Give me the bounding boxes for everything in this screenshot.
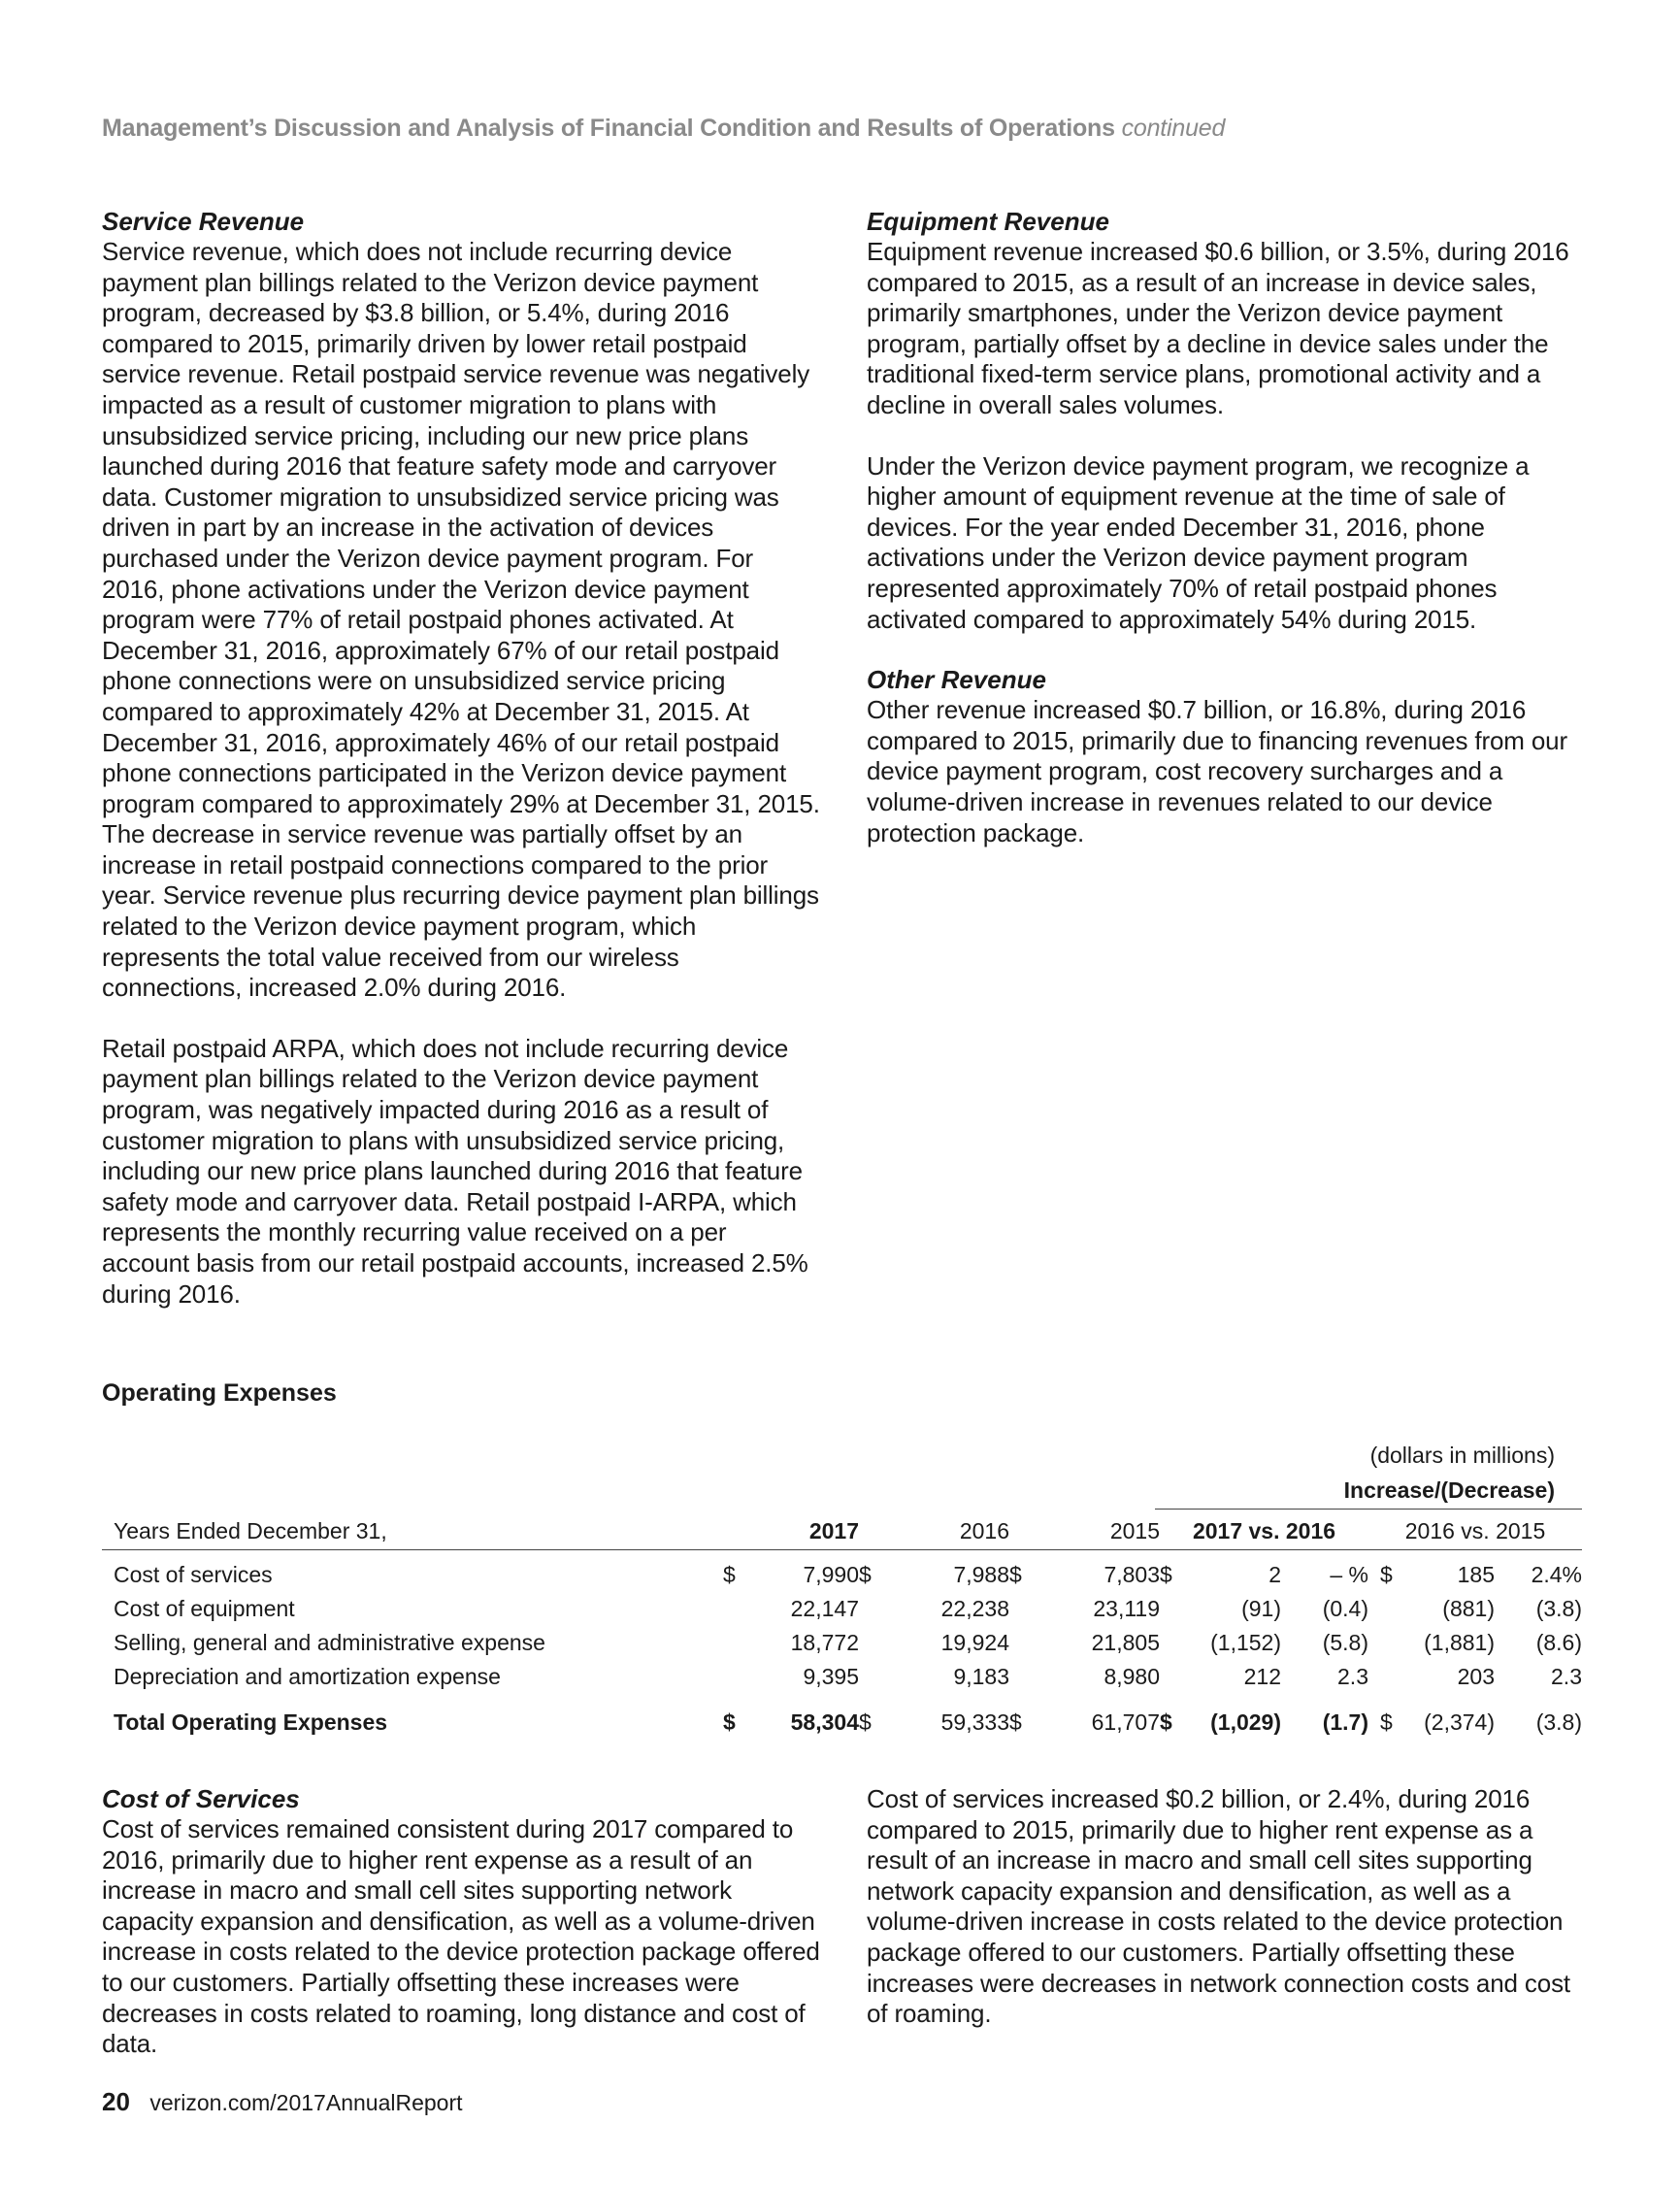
currency-symbol: $	[1160, 1709, 1172, 1735]
total-2016: 59,333	[940, 1709, 1009, 1735]
pct-2016-vs-2015: (3.8)	[1535, 1596, 1582, 1621]
currency-symbol: $	[1009, 1709, 1022, 1735]
total-label: Total Operating Expenses	[114, 1709, 388, 1735]
equipment-revenue-paragraph-1: Equipment revenue increased $0.6 billion, or 3.5%, during 2016 compared to 2015, as a result of an increase in device sales, primarily smartphones, under the Verizon device payment program, partially offset by a decline in device sales under the traditional fixed-term service plans, promotional activity and a decline in overall sales volumes.	[867, 237, 1569, 419]
currency-symbol: $	[859, 1562, 872, 1587]
column-header-2016-vs-2015: 2016 vs. 2015	[1368, 1512, 1582, 1550]
service-revenue-paragraph-1: Service revenue, which does not include recurring device payment plan billings related to the Verizon device payment program, decreased by $3.8 billion, or 5.4%, during 2016 compared to 2015, primarily driven by lower retail postpaid service revenue. Retail postpaid service revenue was negatively impacted as a result of customer migration to plans with unsubsidized service pricing, including our new price plans launched during 2016 that feature safety mode and carryover data. Customer migration to unsubsidized service pricing was driven in part by an increase in the activation of devices purchased under the Verizon device payment program. For 2016, phone activations under the Verizon device payment program were 77% of retail postpaid phones activated. At December 31, 2016, approximately 67% of our retail postpaid phone connections were on unsubsidized service pricing compared to approximately 42% at December 31, 2015. At December 31, 2016, approximately 46% of our retail postpaid phone connections participated in the Verizon device payment program compared to approximately 29% at December 31, 2015. The decrease in service revenue was partially offset by an increase in retail postpaid connections compared to the prior year. Service revenue plus recurring device payment plan billings related to the Verizon device payment program, which represents the total value received from our wireless connections, increased 2.0% during 2016.	[102, 237, 820, 1003]
currency-symbol: $	[859, 1709, 872, 1735]
value-2017: 7,990	[803, 1562, 859, 1587]
row-label: Depreciation and amortization expense	[114, 1664, 501, 1689]
value-2016: 7,988	[953, 1562, 1009, 1587]
value-2015: 8,980	[1104, 1664, 1160, 1689]
pct-2017-vs-2016: – %	[1330, 1562, 1368, 1587]
page-number: 20	[102, 2087, 130, 2116]
currency-symbol: $	[1380, 1709, 1393, 1735]
table-row	[102, 1626, 1582, 1660]
total-pct-2017-vs-2016: (1.7)	[1322, 1709, 1368, 1735]
currency-symbol: $	[1160, 1562, 1172, 1587]
cost-of-services-paragraph-2: Cost of services increased $0.2 billion, or 2.4%, during 2016 compared to 2015, primarily due to higher rent expense as a result of an increase in macro and small cell sites supporting network capacity expansion and densification, as well as a volume-driven increase in costs related to the device protection package offered to our customers. Partially offsetting these increases were decreases in network connection costs and cost of roaming.	[867, 1784, 1571, 2029]
header-continued: continued	[1121, 115, 1226, 142]
footer-url[interactable]: verizon.com/2017AnnualReport	[149, 2090, 463, 2115]
column-header-2016: 2016	[898, 1512, 1009, 1550]
pct-2017-vs-2016: (0.4)	[1322, 1596, 1368, 1621]
change-2017-vs-2016: 2	[1268, 1562, 1281, 1587]
equipment-revenue-title: Equipment Revenue	[867, 207, 1109, 236]
currency-symbol: $	[723, 1709, 736, 1735]
currency-symbol: $	[723, 1562, 736, 1587]
pct-2016-vs-2015: 2.4%	[1531, 1562, 1582, 1587]
row-label: Cost of services	[114, 1562, 273, 1587]
value-2015: 23,119	[1093, 1596, 1160, 1621]
value-2016: 19,924	[940, 1630, 1009, 1655]
change-2017-vs-2016: 212	[1243, 1664, 1281, 1689]
service-revenue-paragraph-2: Retail postpaid ARPA, which does not include recurring device payment plan billings related to the Verizon device payment program, was negatively impacted during 2016 as a result of customer migration to plans with unsubsidized service pricing, including our new price plans launched during 2016 that feature safety mode and carryover data. Retail postpaid I-ARPA, which represents the monthly recurring value received on a per account basis from our retail postpaid accounts, increased 2.5% during 2016.	[102, 1033, 808, 1309]
change-2016-vs-2015: (1,881)	[1424, 1630, 1495, 1655]
value-2016: 9,183	[953, 1664, 1009, 1689]
pct-2017-vs-2016: (5.8)	[1322, 1630, 1368, 1655]
value-2015: 7,803	[1104, 1562, 1160, 1587]
increase-decrease-header: Increase/(Decrease)	[1343, 1477, 1555, 1503]
header-rule	[1155, 1509, 1582, 1510]
value-2017: 18,772	[790, 1630, 859, 1655]
total-pct-2016-vs-2015: (3.8)	[1535, 1709, 1582, 1735]
service-revenue-title: Service Revenue	[102, 207, 305, 236]
table-row	[102, 1592, 1582, 1626]
header-title: Management’s Discussion and Analysis of Financial Condition and Results of Operations	[102, 115, 1115, 142]
equipment-revenue-section	[867, 207, 1585, 848]
row-label: Selling, general and administrative expense	[114, 1630, 545, 1655]
pct-2017-vs-2016: 2.3	[1337, 1664, 1368, 1689]
cost-of-services-section	[102, 1784, 820, 2060]
total-change-2017-vs-2016: (1,029)	[1210, 1709, 1281, 1735]
equipment-revenue-paragraph-2: Under the Verizon device payment program, we recognize a higher amount of equipment revenue at the time of sale of devices. For the year ended December 31, 2016, phone activations under the Verizon device payment program represented approximately 70% of retail postpaid phones activated compared to approximately 54% during 2015.	[867, 450, 1530, 634]
pct-2016-vs-2015: (8.6)	[1535, 1630, 1582, 1655]
operating-expenses-table	[102, 1512, 1582, 1742]
column-header-2017-vs-2016: 2017 vs. 2016	[1160, 1512, 1368, 1550]
page-footer	[102, 2087, 463, 2117]
cost-of-services-title: Cost of Services	[102, 1784, 300, 1813]
row-label: Cost of equipment	[114, 1596, 295, 1621]
table-total-row	[102, 1694, 1582, 1742]
unit-note: (dollars in millions)	[1369, 1443, 1555, 1468]
cost-of-services-continued	[867, 1784, 1585, 2030]
change-2017-vs-2016: (1,152)	[1210, 1630, 1281, 1655]
column-header-2015: 2015	[1048, 1512, 1160, 1550]
service-revenue-section	[102, 207, 820, 1310]
table-row	[102, 1660, 1582, 1694]
currency-symbol: $	[1009, 1562, 1022, 1587]
value-2016: 22,238	[940, 1596, 1009, 1621]
total-change-2016-vs-2015: (2,374)	[1424, 1709, 1495, 1735]
change-2016-vs-2015: (881)	[1442, 1596, 1495, 1621]
column-header-label: Years Ended December 31,	[102, 1512, 723, 1550]
table-row	[102, 1550, 1582, 1593]
change-2016-vs-2015: 185	[1457, 1562, 1495, 1587]
total-2015: 61,707	[1091, 1709, 1160, 1735]
other-revenue-title: Other Revenue	[867, 665, 1046, 695]
other-revenue-paragraph: Other revenue increased $0.7 billion, or 16.8%, during 2016 compared to 2015, primarily due to financing revenues from our device payment program, cost recovery surcharges and a volume-driven increase in revenues related to our device protection package.	[867, 695, 1567, 847]
column-header-2017: 2017	[752, 1512, 859, 1550]
currency-symbol: $	[1380, 1562, 1393, 1587]
table-header-row	[102, 1512, 1582, 1550]
change-2016-vs-2015: 203	[1457, 1664, 1495, 1689]
value-2015: 21,805	[1091, 1630, 1160, 1655]
cost-of-services-paragraph-1: Cost of services remained consistent during 2017 compared to 2016, primarily due to higher rent expense as a result of an increase in macro and small cell sites supporting network capacity expansion and densification, as well as a volume-driven increase in costs related to the device protection package offered to our customers. Partially offsetting these increases were decreases in costs related to roaming, long distance and cost of data.	[102, 1814, 820, 2059]
change-2017-vs-2016: (91)	[1241, 1596, 1281, 1621]
total-2017: 58,304	[790, 1709, 859, 1735]
pct-2016-vs-2015: 2.3	[1551, 1664, 1582, 1689]
value-2017: 9,395	[803, 1664, 859, 1689]
operating-expenses-title: Operating Expenses	[102, 1379, 337, 1407]
value-2017: 22,147	[790, 1596, 859, 1621]
page-header	[102, 115, 1225, 143]
